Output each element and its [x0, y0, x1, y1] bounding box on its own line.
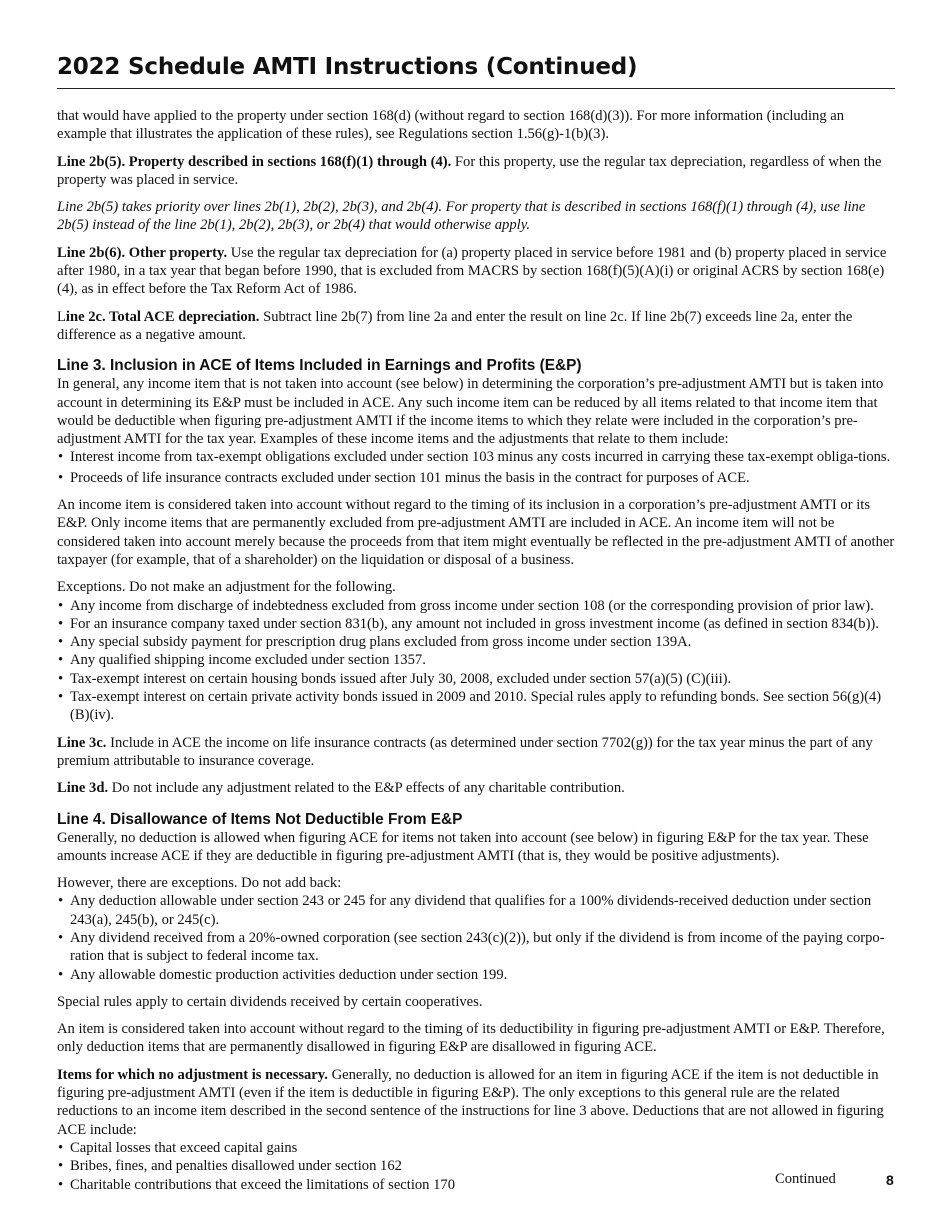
list-item: • Tax-exempt interest on certain housing bonds issued after July 30, 2008, excluded under section 57(a)(5) (C)(iii).	[57, 670, 895, 688]
line-2b5-heading: Line 2b(5). Property described in sections 168(f)(1) through (4).	[57, 153, 452, 170]
list-item: • For an insurance company taxed under section 831(b), any amount not included in gross investment income (as defined in section 834(b)).	[57, 615, 895, 633]
line-3c-heading: Line 3c.	[57, 734, 107, 751]
line-3d-heading: Line 3d.	[57, 780, 109, 797]
line-2b6-heading: Line 2b(6). Other property.	[57, 244, 228, 261]
list-item: • Any allowable domestic production activities deduction under section 199.	[57, 966, 895, 984]
list-item: • Any income from discharge of indebtedness excluded from gross income under section 108 (or the corresponding provision of prior law).	[57, 597, 895, 615]
list-item: • Proceeds of life insurance contracts excluded under section 101 minus the basis in the contract for purposes of ACE.	[57, 469, 895, 487]
no-adjustment-heading: Items for which no adjustment is necessary.	[57, 1066, 328, 1083]
line-4-exceptions-intro: However, there are exceptions. Do not add back:	[57, 875, 342, 892]
line-3-intro: In general, any income item that is not taken into account (see below) in determining the corporation’s pre-adjustment AMTI but is taken into account in determining its E&P must be included in ACE. Any such income item can be reduced by all items related to that income item that would be deductible when figuring pre-adjustment AMTI if the income items to which they relate were included in the corporation’s pre-adjustment AMTI for the tax year. Examples of these income items and the adjustments that relate to them include:	[57, 376, 884, 448]
line-3-heading: Line 3. Inclusion in ACE of Items Included in Earnings and Profits (E&P)	[57, 357, 582, 375]
list-item: • Any special subsidy payment for prescription drug plans excluded from gross income under section 139A.	[57, 633, 895, 651]
line-3c-text: Include in ACE the income on life insurance contracts (as determined under section 7702(g)) for the tax year minus the part of any premium attributable to insurance coverage.	[57, 734, 873, 769]
continued-label: Continued	[775, 1171, 836, 1187]
main-content	[57, 107, 895, 1194]
line-4-special-rules: Special rules apply to certain dividends received by certain cooperatives.	[57, 993, 483, 1010]
paragraph-line-3c	[57, 734, 895, 771]
line-4-exceptions-list	[57, 892, 895, 983]
not-allowed-list	[57, 1139, 895, 1194]
line-3-exceptions-list	[57, 597, 895, 725]
list-item: • Charitable contributions that exceed the limitations of section 170	[57, 1176, 895, 1194]
list-item: • Any dividend received from a 20%-owned corporation (see section 243(c)(2)), but only if the dividend is from income of the paying corpo-ration that is subject to federal income tax.	[57, 929, 895, 966]
list-item: • Capital losses that exceed capital gains	[57, 1139, 895, 1157]
line-3-exceptions-intro: Exceptions. Do not make an adjustment for the following.	[57, 579, 396, 596]
paragraph-line-2c	[57, 308, 895, 345]
page-number: 8	[886, 1172, 894, 1188]
line-4-heading: Line 4. Disallowance of Items Not Deductible From E&P	[57, 810, 463, 828]
paragraph-line-2b5	[57, 153, 895, 190]
line-2b5-text: For this property, use the regular tax depreciation, regardless of when the property was placed in service.	[57, 153, 882, 188]
list-item: • Tax-exempt interest on certain private activity bonds issued in 2009 and 2010. Special rules apply to refunding bonds. See section 56(g)(4)(B)(iv).	[57, 688, 895, 725]
paragraph-section-168d: that would have applied to the property under section 168(d) (without regard to section 168(d)(3)). For more information (including an example that illustrates the application of these rules), see Regulations section 1.56(g)-1(b)(3).	[57, 108, 845, 143]
line-3-taken-into-account: An income item is considered taken into account without regard to the timing of its inclusion in a corporation’s pre-adjustment AMTI or its E&P. Only income items that are permanently excluded from pre-adjustment AMTI are included in ACE. An income item will not be considered taken into account merely because the proceeds from that item might eventually be reflected in the pre-adjustment AMTI of another taxpayer (for example, that of a shareholder) on the liquidation or disposal of a business.	[57, 497, 895, 568]
line-4-intro: Generally, no deduction is allowed when figuring ACE for items not taken into account (see below) in figuring E&P for the tax year. These amounts increase ACE if they are deductible in figuring pre-adjustment AMTI (that is, they would be positive adjustments).	[57, 829, 869, 864]
paragraph-no-adjustment	[57, 1066, 895, 1139]
line-2c-heading: ine 2c. Total ACE depreciation.	[65, 308, 260, 325]
paragraph-line-3d	[57, 779, 895, 797]
paragraph-line-2b6	[57, 244, 895, 299]
list-item: • Bribes, fines, and penalties disallowed under section 162	[57, 1157, 895, 1175]
list-item: • Any qualified shipping income excluded under section 1357.	[57, 651, 895, 669]
line-2c-text: Subtract line 2b(7) from line 2a and enter the result on line 2c. If line 2b(7) exceeds line 2a, enter the difference as a negative amount.	[57, 308, 853, 343]
title-rule	[57, 88, 895, 89]
page-title: 2022 Schedule AMTI Instructions (Continued)	[57, 54, 638, 80]
no-adjustment-text: Generally, no deduction is allowed for an item in figuring ACE if the item is not deductible in figuring pre-adjustment AMTI (even if the item is deductible in figuring E&P). The only exceptions to this general rule are the related reductions to an income item described in the second sentence of the instructions for line 3 above. Deductions that are not allowed in figuring ACE include:	[57, 1066, 884, 1138]
line-2c-initial: L	[57, 308, 66, 325]
line-3d-text: Do not include any adjustment related to the E&P effects of any charitable contribution.	[108, 780, 625, 797]
paragraph-line-2b5-priority: Line 2b(5) takes priority over lines 2b(1), 2b(2), 2b(3), and 2b(4). For property that is described in sections 168(f)(1) through (4), use line 2b(5) instead of the line 2b(1), 2b(2), 2b(3), or 2b(4) that would otherwise apply.	[57, 199, 866, 234]
list-item: • Interest income from tax-exempt obligations excluded under section 103 minus any costs incurred in carrying these tax-exempt obliga-tions.	[57, 448, 895, 466]
line-4-timing: An item is considered taken into account without regard to the timing of its deductibility in figuring pre-adjustment AMTI or E&P. Therefore, only deduction items that are permanently disallowed in figuring E&P are disallowed in figuring ACE.	[57, 1021, 885, 1056]
line-3-examples-list	[57, 448, 895, 487]
line-2b6-text: Use the regular tax depreciation for (a) property placed in service before 1981 and (b) property placed in service after 1980, in a tax year that began before 1990, that is excluded from MACRS by section 168(f)(5)(A)(i) or original ACRS by section 168(e)(4), as in effect before the Tax Reform Act of 1986.	[57, 244, 887, 298]
list-item: • Any deduction allowable under section 243 or 245 for any dividend that qualifies for a 100% dividends-received deduction under section 243(a), 245(b), or 245(c).	[57, 892, 895, 929]
